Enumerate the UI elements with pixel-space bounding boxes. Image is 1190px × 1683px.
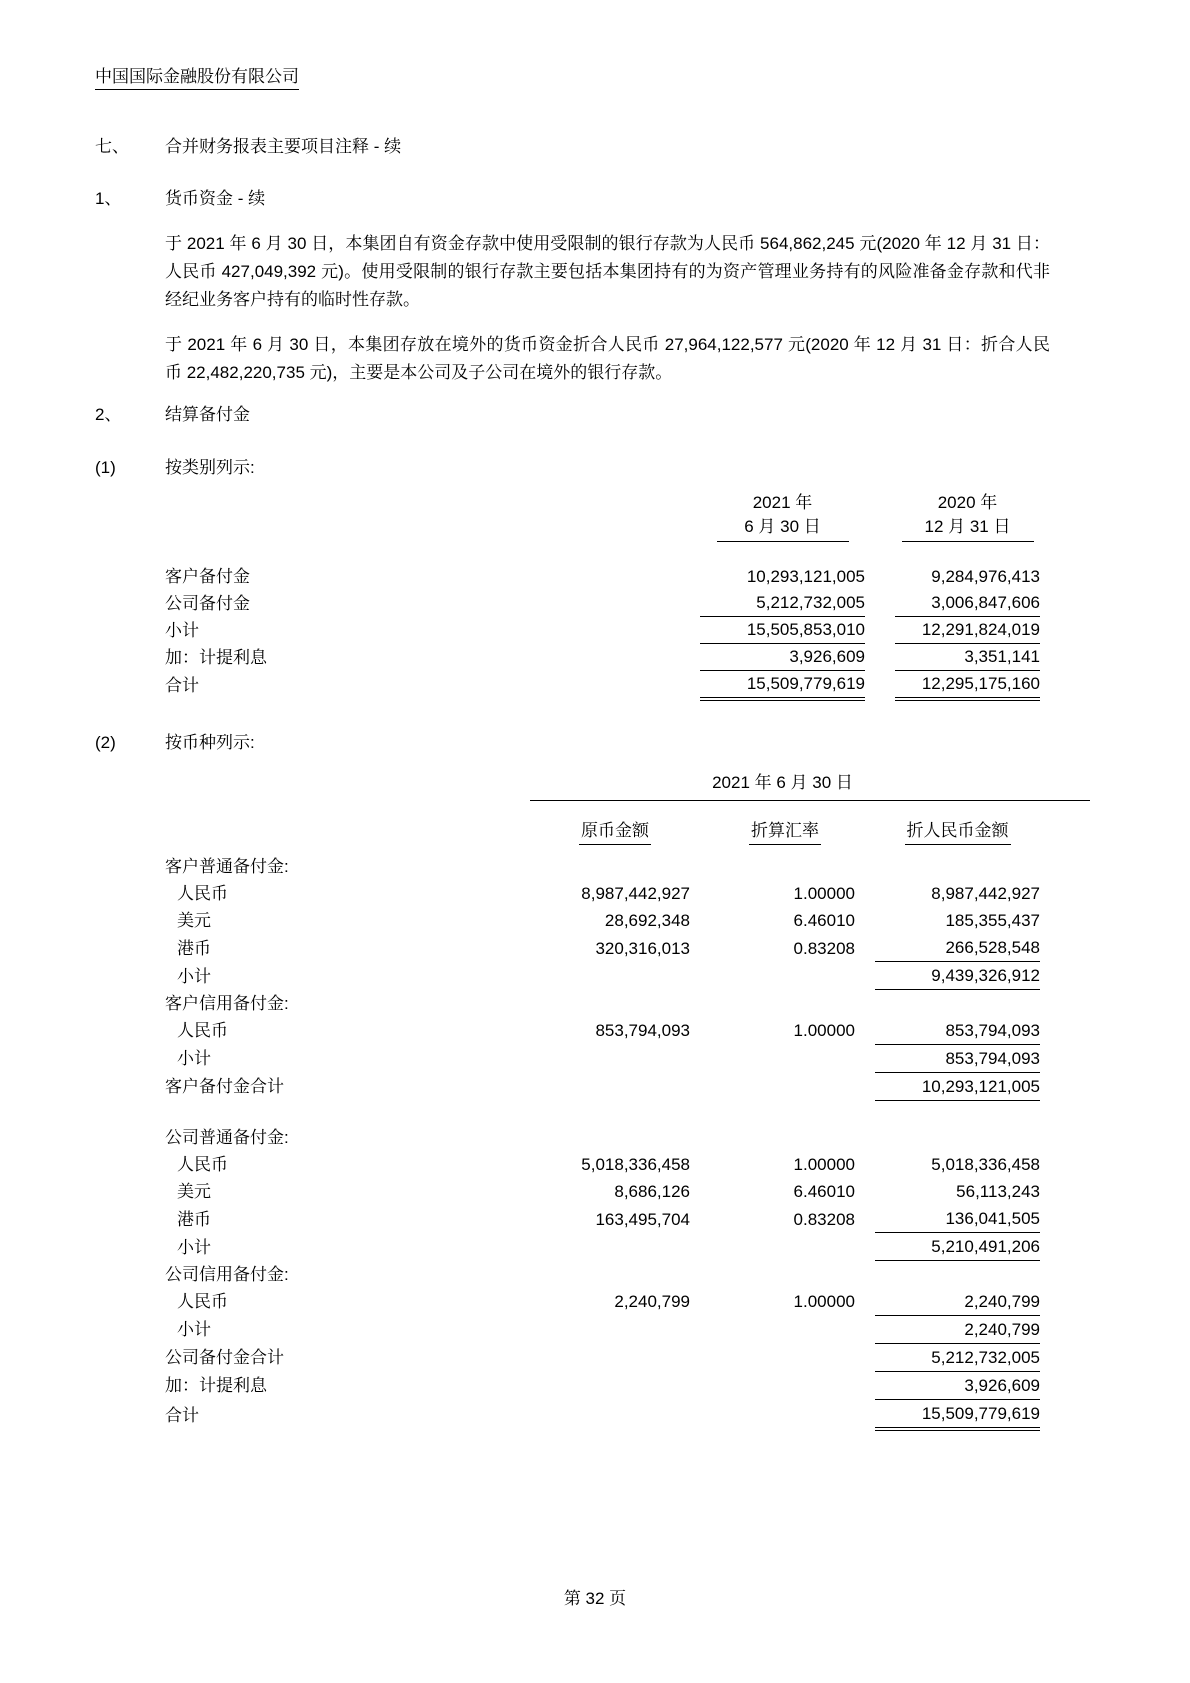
paragraph-restricted-deposits: 于 2021 年 6 月 30 日，本集团自有资金存款中使用受限制的银行存款为人民币 564,862,245 元(2020 年 12 月 31 日：人民币 427,049,392 元)。使用受限制的银行存款主要包括本集团持有的为资产管理业务持有的风险准备金存款和代非经纪业务客户持有的临时性存款。 bbox=[165, 234, 1050, 309]
table-row bbox=[165, 1371, 1040, 1399]
cell-value: 6.46010 bbox=[793, 911, 855, 930]
section-number: (1) bbox=[95, 458, 116, 477]
cell-value: 15,509,779,619 bbox=[875, 1399, 1040, 1429]
cell-value: 853,794,093 bbox=[595, 1021, 690, 1040]
row-label: 合计 bbox=[165, 676, 199, 695]
cell-value: 5,018,336,458 bbox=[581, 1155, 690, 1174]
section-title: 按类别列示: bbox=[165, 458, 255, 477]
row-label: 公司普通备付金: bbox=[165, 1128, 289, 1147]
table-header-row bbox=[165, 805, 1040, 845]
section-title: 合并财务报表主要项目注释 - 续 bbox=[165, 137, 402, 156]
table-row bbox=[165, 1233, 1040, 1261]
section-title: 结算备付金 bbox=[165, 405, 250, 424]
cell-value: 2,240,799 bbox=[875, 1315, 1040, 1343]
table-row bbox=[165, 962, 1040, 990]
cell-value: 12,295,175,160 bbox=[895, 671, 1040, 700]
table-row bbox=[165, 1399, 1040, 1429]
cell-value: 266,528,548 bbox=[875, 934, 1040, 962]
cell-value: 3,351,141 bbox=[895, 644, 1040, 671]
cell-value: 10,293,121,005 bbox=[875, 1072, 1040, 1100]
table-row bbox=[165, 644, 1040, 671]
cell-value: 2,240,799 bbox=[875, 1288, 1040, 1316]
column-header-rate: 折算汇率 bbox=[715, 805, 855, 845]
section-title: 按币种列示: bbox=[165, 733, 255, 752]
section-number: (2) bbox=[95, 733, 116, 752]
row-label: 小计 bbox=[177, 1320, 211, 1339]
paragraph-overseas-funds: 于 2021 年 6 月 30 日，本集团存放在境外的货币资金折合人民币 27,964,122,577 元(2020 年 12 月 31 日：折合人民币 22,482,220,735 元)，主要是本公司及子公司在境外的银行存款。 bbox=[165, 335, 1050, 382]
table-row bbox=[165, 1315, 1040, 1343]
cell-value: 1.00000 bbox=[793, 884, 855, 903]
cell-value: 9,284,976,413 bbox=[931, 567, 1040, 586]
column-header-original: 原币金额 bbox=[540, 805, 690, 845]
column-header-2021: 2021 年 6 月 30 日 bbox=[700, 490, 865, 542]
section-item2 bbox=[95, 400, 250, 425]
cell-value: 853,794,093 bbox=[875, 1017, 1040, 1045]
span-header-date: 2021 年 6 月 30 日 bbox=[530, 770, 1090, 801]
table-row bbox=[165, 880, 1040, 907]
cell-value: 0.83208 bbox=[793, 938, 855, 958]
section-sub2 bbox=[95, 728, 255, 753]
cell-value: 5,210,491,206 bbox=[875, 1233, 1040, 1261]
cell-value: 3,006,847,606 bbox=[895, 590, 1040, 617]
cell-value: 0.83208 bbox=[793, 1209, 855, 1229]
section-number: 2、 bbox=[95, 405, 122, 424]
cell-value: 1.00000 bbox=[793, 1021, 855, 1040]
table-row bbox=[165, 1261, 1040, 1288]
table-row bbox=[165, 1151, 1040, 1178]
table-row bbox=[165, 1343, 1040, 1371]
row-label: 客户信用备付金: bbox=[165, 993, 289, 1013]
cell-value: 9,439,326,912 bbox=[875, 962, 1040, 990]
by-category-table bbox=[165, 490, 1040, 701]
page-number: 第 32 页 bbox=[563, 1589, 627, 1608]
table-row bbox=[165, 1017, 1040, 1045]
cell-value: 2,240,799 bbox=[614, 1292, 690, 1311]
cell-value: 6.46010 bbox=[793, 1182, 855, 1201]
row-label: 小计 bbox=[177, 1049, 211, 1068]
row-label: 美元 bbox=[177, 1182, 211, 1201]
row-label: 公司备付金 bbox=[165, 593, 250, 613]
cell-value: 8,987,442,927 bbox=[581, 884, 690, 903]
row-label: 客户备付金 bbox=[165, 567, 250, 586]
row-label: 客户普通备付金: bbox=[165, 857, 289, 876]
cell-value: 853,794,093 bbox=[875, 1044, 1040, 1072]
table-row bbox=[165, 934, 1040, 962]
section-note7 bbox=[95, 132, 401, 157]
by-currency-table bbox=[165, 805, 1040, 1431]
row-label: 小计 bbox=[177, 966, 211, 986]
cell-value: 3,926,609 bbox=[700, 644, 865, 671]
row-label: 加：计提利息 bbox=[165, 647, 267, 667]
row-label: 人民币 bbox=[177, 884, 228, 903]
column-header-rmb: 折人民币金额 bbox=[875, 805, 1040, 845]
table-row bbox=[165, 1072, 1040, 1100]
table-row bbox=[165, 617, 1040, 644]
row-label: 加：计提利息 bbox=[165, 1376, 267, 1395]
cell-value: 28,692,348 bbox=[604, 911, 690, 930]
column-header-2020: 2020 年 12 月 31 日 bbox=[895, 490, 1040, 542]
section-item1 bbox=[95, 184, 265, 209]
row-label: 客户备付金合计 bbox=[165, 1077, 284, 1096]
cell-value: 136,041,505 bbox=[875, 1205, 1040, 1233]
cell-value: 8,686,126 bbox=[614, 1182, 690, 1201]
row-label: 港币 bbox=[177, 1209, 211, 1229]
table-row bbox=[165, 1288, 1040, 1316]
section-number: 1、 bbox=[95, 189, 122, 208]
table-row bbox=[165, 1044, 1040, 1072]
section-number: 七、 bbox=[95, 137, 129, 156]
table-header-row bbox=[165, 490, 1040, 542]
cell-value: 185,355,437 bbox=[945, 911, 1040, 930]
cell-value: 3,926,609 bbox=[875, 1371, 1040, 1399]
table-row bbox=[165, 590, 1040, 617]
cell-value: 320,316,013 bbox=[595, 938, 690, 958]
row-label: 合计 bbox=[165, 1405, 199, 1425]
cell-value: 56,113,243 bbox=[956, 1182, 1040, 1201]
cell-value: 1.00000 bbox=[793, 1155, 855, 1174]
section-title: 货币资金 - 续 bbox=[165, 189, 266, 208]
company-name: 中国国际金融股份有限公司 bbox=[95, 62, 299, 90]
table-row bbox=[165, 671, 1040, 700]
row-label: 人民币 bbox=[177, 1155, 228, 1174]
table-row bbox=[165, 907, 1040, 934]
table-row bbox=[165, 990, 1040, 1017]
table-row bbox=[165, 1178, 1040, 1205]
cell-value: 8,987,442,927 bbox=[931, 884, 1040, 903]
row-label: 小计 bbox=[165, 620, 199, 640]
row-label: 美元 bbox=[177, 911, 211, 930]
cell-value: 163,495,704 bbox=[595, 1209, 690, 1229]
table-row bbox=[165, 564, 1040, 590]
row-label: 人民币 bbox=[177, 1021, 228, 1040]
section-sub1 bbox=[95, 453, 255, 478]
cell-value: 15,505,853,010 bbox=[700, 617, 865, 644]
row-label: 公司备付金合计 bbox=[165, 1348, 284, 1367]
row-label: 公司信用备付金: bbox=[165, 1264, 289, 1284]
cell-value: 1.00000 bbox=[793, 1292, 855, 1311]
table-row bbox=[165, 1205, 1040, 1233]
table-row bbox=[165, 853, 1040, 880]
cell-value: 5,212,732,005 bbox=[875, 1343, 1040, 1371]
cell-value: 12,291,824,019 bbox=[895, 617, 1040, 644]
row-label: 人民币 bbox=[177, 1292, 228, 1311]
cell-value: 15,509,779,619 bbox=[700, 671, 865, 700]
row-label: 港币 bbox=[177, 938, 211, 958]
cell-value: 5,212,732,005 bbox=[700, 590, 865, 617]
cell-value: 5,018,336,458 bbox=[931, 1155, 1040, 1174]
row-label: 小计 bbox=[177, 1237, 211, 1257]
table-row bbox=[165, 1124, 1040, 1151]
cell-value: 10,293,121,005 bbox=[746, 567, 865, 586]
